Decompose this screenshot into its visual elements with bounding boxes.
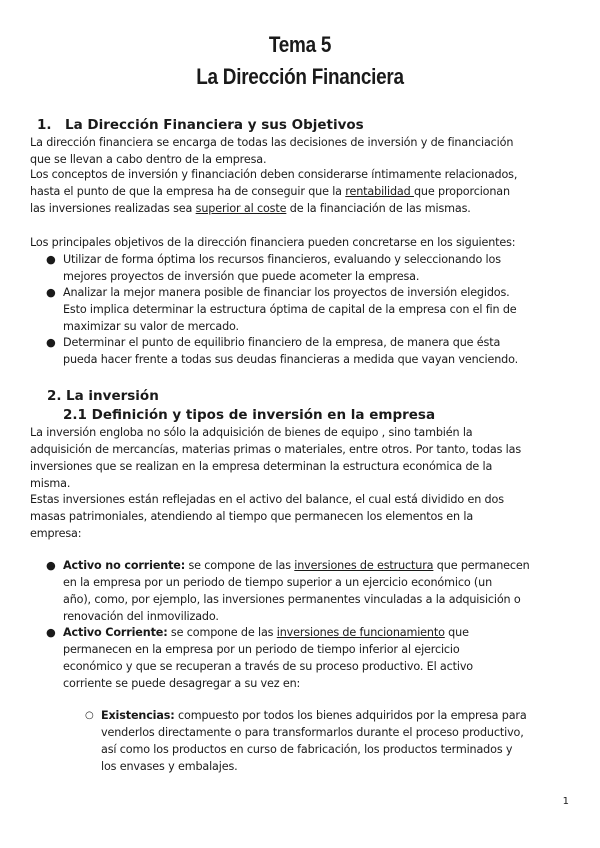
- text-line: en la empresa por un periodo de tiempo superior a un ejercicio económico (un: [63, 576, 493, 590]
- list-item-activo-corriente: [46, 624, 474, 692]
- text-run: de la financiación de las mismas.: [286, 202, 471, 216]
- page-number: 1: [562, 796, 569, 807]
- section-2-heading: [47, 387, 159, 405]
- section-1-paragraph-2: [30, 166, 575, 217]
- list-item-activo-no-corriente: [46, 557, 530, 625]
- text-line: La dirección financiera se encarga de todas las decisiones de inversión y de financiación: [30, 136, 514, 149]
- underlined-term-superior-al-coste: superior al coste: [195, 202, 287, 216]
- text-run: que: [444, 626, 469, 639]
- text-line: [30, 183, 575, 200]
- text-line: empresa:: [30, 527, 82, 541]
- term-label: Activo Corriente:: [63, 626, 168, 639]
- text-run: hasta el punto de que la empresa ha de conseguir que la: [30, 185, 346, 199]
- text-line: año), como, por ejemplo, las inversiones permanentes vinculadas a la adquisición o: [63, 593, 521, 607]
- text-run: que permanecen: [433, 559, 530, 572]
- underlined-term-rentabilidad: rentabilidad: [345, 185, 414, 199]
- list-item: [46, 251, 501, 285]
- document-title-line1: Tema 5: [268, 32, 332, 57]
- hollow-bullet-icon: ○: [85, 710, 94, 721]
- section-1-paragraph-1: [30, 134, 575, 168]
- text-line: económico y que se recuperan a través de su proceso productivo. El activo: [63, 660, 474, 674]
- text-line: Analizar la mejor manera posible de financiar los proyectos de inversión elegidos.: [63, 286, 510, 299]
- bullet-dot-icon: ●: [46, 336, 56, 349]
- list-item: [46, 284, 517, 335]
- text-line: [63, 557, 530, 574]
- section-2-title: La inversión: [66, 388, 159, 404]
- text-line: inversiones que se realizan en la empresa determinan la estructura económica de la: [30, 460, 493, 474]
- document-title-line2: La Dirección Financiera: [196, 64, 404, 89]
- list-item-existencias: [85, 707, 527, 775]
- text-line: masas patrimoniales, atendiendo al tiempo que permanecen los elementos en la: [30, 510, 474, 524]
- text-line: Determinar el punto de equilibrio financiero de la empresa, de manera que ésta: [63, 336, 501, 349]
- section-2-number: 2.: [47, 388, 62, 404]
- text-line: mejores proyectos de inversión que puede acometer la empresa.: [63, 270, 420, 284]
- section-2-1-heading: 2.1 Definición y tipos de inversión en la empresa: [63, 407, 436, 423]
- text-line: renovación del inmovilizado.: [63, 610, 219, 624]
- section-2-paragraph-1: [30, 424, 575, 492]
- text-line: Estas inversiones están reflejadas en el activo del balance, el cual está dividido en dos: [30, 493, 504, 506]
- text-line: Utilizar de forma óptima los recursos financieros, evaluando y seleccionando los: [63, 253, 501, 266]
- text-line: [63, 624, 473, 641]
- text-line: adquisición de mercancías, materias primas o materiales, entre otros. Por tanto, todas las: [30, 443, 522, 457]
- text-line: los envases y embalajes.: [101, 760, 238, 774]
- text-run: que proporcionan: [413, 185, 510, 199]
- text-run: las inversiones realizadas sea: [30, 202, 196, 216]
- text-line: [30, 200, 575, 217]
- text-line: Esto implica determinar la estructura óptima de capital de la empresa con el fin de: [63, 303, 517, 317]
- text-line: pueda hacer frente a todas sus deudas financieras a medida que vayan venciendo.: [63, 353, 519, 367]
- term-label: Activo no corriente:: [63, 559, 186, 572]
- bullet-dot-icon: ●: [46, 559, 56, 572]
- text-run: compuesto por todos los bienes adquiridos por la empresa para: [174, 709, 527, 722]
- section-2-paragraph-2: [30, 491, 575, 542]
- list-item: [46, 334, 519, 368]
- underlined-term-inversiones-funcionamiento: inversiones de funcionamiento: [276, 626, 445, 639]
- text-line: [101, 707, 527, 724]
- text-line: corriente se puede desagregar a su vez en:: [63, 677, 301, 691]
- text-line: misma.: [30, 477, 71, 491]
- section-1-heading: [37, 116, 364, 134]
- section-1-title: La Dirección Financiera y sus Objetivos: [65, 117, 364, 133]
- bullet-dot-icon: ●: [46, 286, 56, 299]
- text-line: así como los productos en curso de fabricación, los productos terminados y: [101, 743, 513, 757]
- text-line: que se llevan a cabo dentro de la empresa.: [30, 153, 267, 167]
- section-1-intro: Los principales objetivos de la dirección financiera pueden concretarse en los siguientes:: [30, 236, 516, 249]
- underlined-term-inversiones-estructura: inversiones de estructura: [294, 559, 434, 572]
- text-run: se compone de las: [167, 626, 277, 639]
- bullet-dot-icon: ●: [46, 626, 56, 639]
- text-line: maximizar su valor de mercado.: [63, 320, 239, 334]
- text-line: permanecen en la empresa por un periodo de tiempo inferior al ejercicio: [63, 643, 460, 657]
- bullet-dot-icon: ●: [46, 253, 56, 266]
- term-label: Existencias:: [101, 709, 175, 722]
- text-line: venderlos directamente o para transformarlos durante el proceso productivo,: [101, 726, 524, 740]
- text-run: se compone de las: [185, 559, 295, 572]
- section-1-number: 1.: [37, 117, 52, 133]
- text-line: Los conceptos de inversión y financiación deben considerarse íntimamente relacionados,: [30, 168, 518, 181]
- text-line: La inversión engloba no sólo la adquisición de bienes de equipo , sino también la: [30, 426, 473, 439]
